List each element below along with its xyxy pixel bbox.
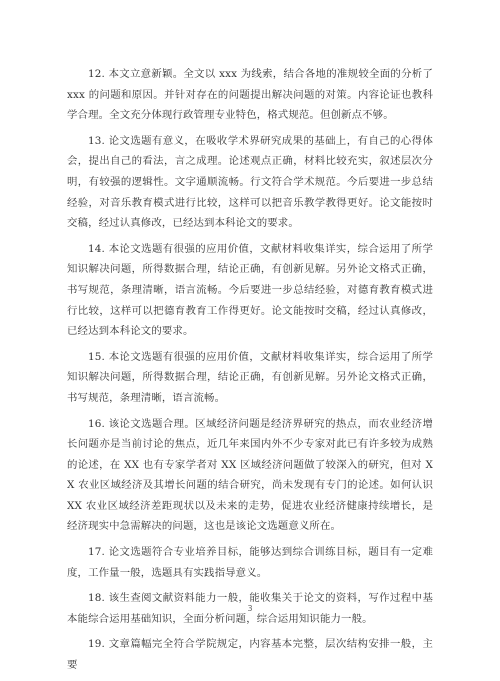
page-number: 3 — [247, 604, 253, 613]
paragraph-19: 19. 文章篇幅完全符合学院规定，内容基本完整，层次结构安排一般，主要 — [67, 638, 433, 672]
paragraph-12: 12. 本文立意新颖。全文以 xxx 为线索，结合各地的准规较全面的分析了 xxx 的问题和原因。并针对存在的问题提出解决问题的对策。内容论证也教科学合理。全文充分体现行政管理专业特色，格式规范。但创新点不够。 — [67, 68, 433, 122]
paragraph-13: 13. 论文选题有意义，在吸收学术界研究成果的基础上，有自己的心得体会，提出自己的看法，言之成理。论述观点正确，材料比较充实，叙述层次分明，有较强的逻辑性。文字通顺流畅。行文符合学术规范。今后要进一步总结经验，对音乐教育模式进行比较，这样可以把音乐教学教得更好。论文能按时交稿，经过认真修改，已经达到本科论文的要求。 — [67, 134, 433, 230]
paragraph-14: 14. 本论文选题有很强的应用价值，文献材料收集详实，综合运用了所学知识解决问题，所得数据合理，结论正确，有创新见解。另外论文格式正确，书写规范，条理清晰，语言流畅。今后要进一步总结经验，对德育教育模式进行比较，这样可以把德育教育工作得更好。论文能按时交稿，经过认真修改，已经达到本科论文的要求。 — [67, 242, 433, 338]
paragraph-18: 18. 该生查阅文献资料能力一般，能收集关于论文的资料，写作过程中基本能综合运用基础知识，全面分析问题，综合运用知识能力一般。 — [67, 592, 433, 625]
paragraph-17: 17. 论文选题符合专业培养目标，能够达到综合训练目标，题目有一定难度，工作量一般，选题具有实践指导意义。 — [67, 546, 433, 579]
document-body — [67, 64, 433, 681]
paragraph-16: 16. 该论文选题合理。区域经济问题是经济界研究的热点，而农业经济增长问题亦是当前讨论的焦点，近几年来国内外不少专家对此已有许多较为成熟的论述，在 XX 也有专家学者对 XX 区域经济问题做了较深入的研究，但对 XX 农业区域经济及其增长问题的结合研究，尚未发现有专门的论述。如何认识 XX 农业区域经济差距现状以及未来的走势，促进农业经济健康持续增长，是经济现实中急需解决的问题，这也是该论文选题意义所在。 — [67, 417, 433, 533]
paragraph-15: 15. 本论文选题有很强的应用价值，文献材料收集详实，综合运用了所学知识解决问题，所得数据合理，结论正确，有创新见解。另外论文格式正确，书写规范，条理清晰，语言流畅。 — [67, 350, 433, 404]
